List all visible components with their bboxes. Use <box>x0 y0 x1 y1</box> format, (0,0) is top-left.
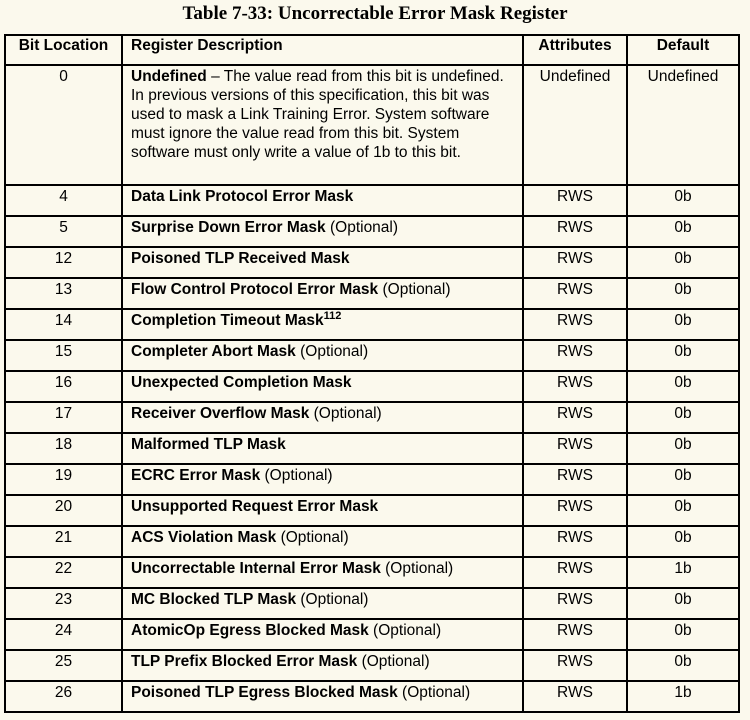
register-description-cell <box>122 65 523 185</box>
bit-location-cell: 26 <box>5 681 122 712</box>
table-row <box>5 433 739 464</box>
register-description-cell <box>122 371 523 402</box>
attributes-cell: RWS <box>523 619 627 650</box>
register-description-cell <box>122 185 523 216</box>
attributes-cell: RWS <box>523 650 627 681</box>
optional-note: (Optional) <box>296 591 369 608</box>
default-cell: 1b <box>627 681 739 712</box>
field-name: Unexpected Completion Mask <box>131 374 352 391</box>
attributes-cell: RWS <box>523 278 627 309</box>
header-register-description: Register Description <box>122 35 523 65</box>
default-cell: 0b <box>627 650 739 681</box>
register-description-cell <box>122 557 523 588</box>
register-table <box>4 34 740 713</box>
field-name: Receiver Overflow Mask <box>131 405 310 422</box>
default-cell: 0b <box>627 402 739 433</box>
optional-note: (Optional) <box>295 343 369 360</box>
bit-location-cell: 0 <box>5 65 122 185</box>
table-row <box>5 185 739 216</box>
table-row <box>5 619 739 650</box>
default-cell: 0b <box>627 309 739 340</box>
attributes-cell: RWS <box>523 526 627 557</box>
register-description-cell <box>122 588 523 619</box>
register-description-cell <box>122 433 523 464</box>
field-name: Uncorrectable Internal Error Mask <box>131 560 381 577</box>
bit-location-cell: 24 <box>5 619 122 650</box>
header-row <box>5 35 739 65</box>
optional-note: (Optional) <box>380 560 454 577</box>
register-description-cell <box>122 340 523 371</box>
attributes-cell: RWS <box>523 681 627 712</box>
bit-location-cell: 5 <box>5 216 122 247</box>
register-description-cell <box>122 402 523 433</box>
table-row <box>5 650 739 681</box>
default-cell: 0b <box>627 495 739 526</box>
optional-note: (Optional) <box>368 622 442 639</box>
field-name: Poisoned TLP Egress Blocked Mask <box>131 684 398 701</box>
optional-note: (Optional) <box>397 684 471 701</box>
field-name: Data Link Protocol Error Mask <box>131 188 354 205</box>
register-description-cell <box>122 526 523 557</box>
field-name: Completion Timeout Mask <box>131 312 324 329</box>
bit-location-cell: 25 <box>5 650 122 681</box>
register-description-cell <box>122 681 523 712</box>
optional-note: (Optional) <box>378 281 451 298</box>
header-attributes: Attributes <box>523 35 627 65</box>
attributes-cell: Undefined <box>523 65 627 185</box>
table-row <box>5 340 739 371</box>
table-row <box>5 216 739 247</box>
field-name: Surprise Down Error Mask <box>131 219 326 236</box>
bit-location-cell: 16 <box>5 371 122 402</box>
attributes-cell: RWS <box>523 464 627 495</box>
bit-location-cell: 21 <box>5 526 122 557</box>
attributes-cell: RWS <box>523 309 627 340</box>
default-cell: 0b <box>627 433 739 464</box>
default-cell: 0b <box>627 216 739 247</box>
table-row <box>5 681 739 712</box>
attributes-cell: RWS <box>523 557 627 588</box>
table-row <box>5 526 739 557</box>
default-cell: 0b <box>627 588 739 619</box>
field-name: ACS Violation Mask <box>131 529 277 546</box>
attributes-cell: RWS <box>523 495 627 526</box>
attributes-cell: RWS <box>523 216 627 247</box>
table-row <box>5 588 739 619</box>
default-cell: 0b <box>627 247 739 278</box>
default-cell: 1b <box>627 557 739 588</box>
attributes-cell: RWS <box>523 185 627 216</box>
field-name: Undefined <box>131 68 207 85</box>
register-description-cell <box>122 309 523 340</box>
bit-location-cell: 14 <box>5 309 122 340</box>
bit-location-cell: 22 <box>5 557 122 588</box>
register-description-cell <box>122 650 523 681</box>
bit-location-cell: 18 <box>5 433 122 464</box>
table-row <box>5 309 739 340</box>
field-name: ECRC Error Mask <box>131 467 261 484</box>
default-cell: 0b <box>627 464 739 495</box>
footnote-ref: 112 <box>323 310 342 322</box>
field-description: – The value read from this bit is undefined. In previous versions of this specification, this bit was used to mask a Link Training Error. System software must ignore the value read from this bit. System software must only write a value of 1b to this bit. <box>131 68 504 161</box>
table-caption: Table 7-33: Uncorrectable Error Mask Register <box>182 3 568 24</box>
bit-location-cell: 15 <box>5 340 122 371</box>
register-description-cell <box>122 464 523 495</box>
attributes-cell: RWS <box>523 247 627 278</box>
bit-location-cell: 20 <box>5 495 122 526</box>
default-cell: 0b <box>627 278 739 309</box>
bit-location-cell: 12 <box>5 247 122 278</box>
optional-note: (Optional) <box>260 467 333 484</box>
register-description-cell <box>122 495 523 526</box>
attributes-cell: RWS <box>523 371 627 402</box>
field-name: Completer Abort Mask <box>131 343 296 360</box>
table-row <box>5 371 739 402</box>
default-cell: 0b <box>627 185 739 216</box>
default-cell: 0b <box>627 619 739 650</box>
table-row <box>5 402 739 433</box>
attributes-cell: RWS <box>523 402 627 433</box>
table-row <box>5 65 739 185</box>
optional-note: (Optional) <box>276 529 349 546</box>
default-cell: 0b <box>627 526 739 557</box>
attributes-cell: RWS <box>523 433 627 464</box>
bit-location-cell: 4 <box>5 185 122 216</box>
bit-location-cell: 13 <box>5 278 122 309</box>
table-row <box>5 278 739 309</box>
field-name: Poisoned TLP Received Mask <box>131 250 350 267</box>
bit-location-cell: 19 <box>5 464 122 495</box>
header-default: Default <box>627 35 739 65</box>
field-name: Flow Control Protocol Error Mask <box>131 281 379 298</box>
optional-note: (Optional) <box>309 405 382 422</box>
register-description-cell <box>122 619 523 650</box>
field-name: TLP Prefix Blocked Error Mask <box>131 653 358 670</box>
field-name: Malformed TLP Mask <box>131 436 286 453</box>
field-name: Unsupported Request Error Mask <box>131 498 379 515</box>
field-name: MC Blocked TLP Mask <box>131 591 297 608</box>
register-description-cell <box>122 247 523 278</box>
optional-note: (Optional) <box>357 653 430 670</box>
header-bit-location: Bit Location <box>5 35 122 65</box>
bit-location-cell: 17 <box>5 402 122 433</box>
table-row <box>5 464 739 495</box>
register-description-cell <box>122 216 523 247</box>
register-description-cell <box>122 278 523 309</box>
table-row <box>5 557 739 588</box>
field-name: AtomicOp Egress Blocked Mask <box>131 622 369 639</box>
default-cell: Undefined <box>627 65 739 185</box>
table-row <box>5 247 739 278</box>
default-cell: 0b <box>627 371 739 402</box>
bit-location-cell: 23 <box>5 588 122 619</box>
optional-note: (Optional) <box>325 219 399 236</box>
attributes-cell: RWS <box>523 340 627 371</box>
attributes-cell: RWS <box>523 588 627 619</box>
table-row <box>5 495 739 526</box>
default-cell: 0b <box>627 340 739 371</box>
